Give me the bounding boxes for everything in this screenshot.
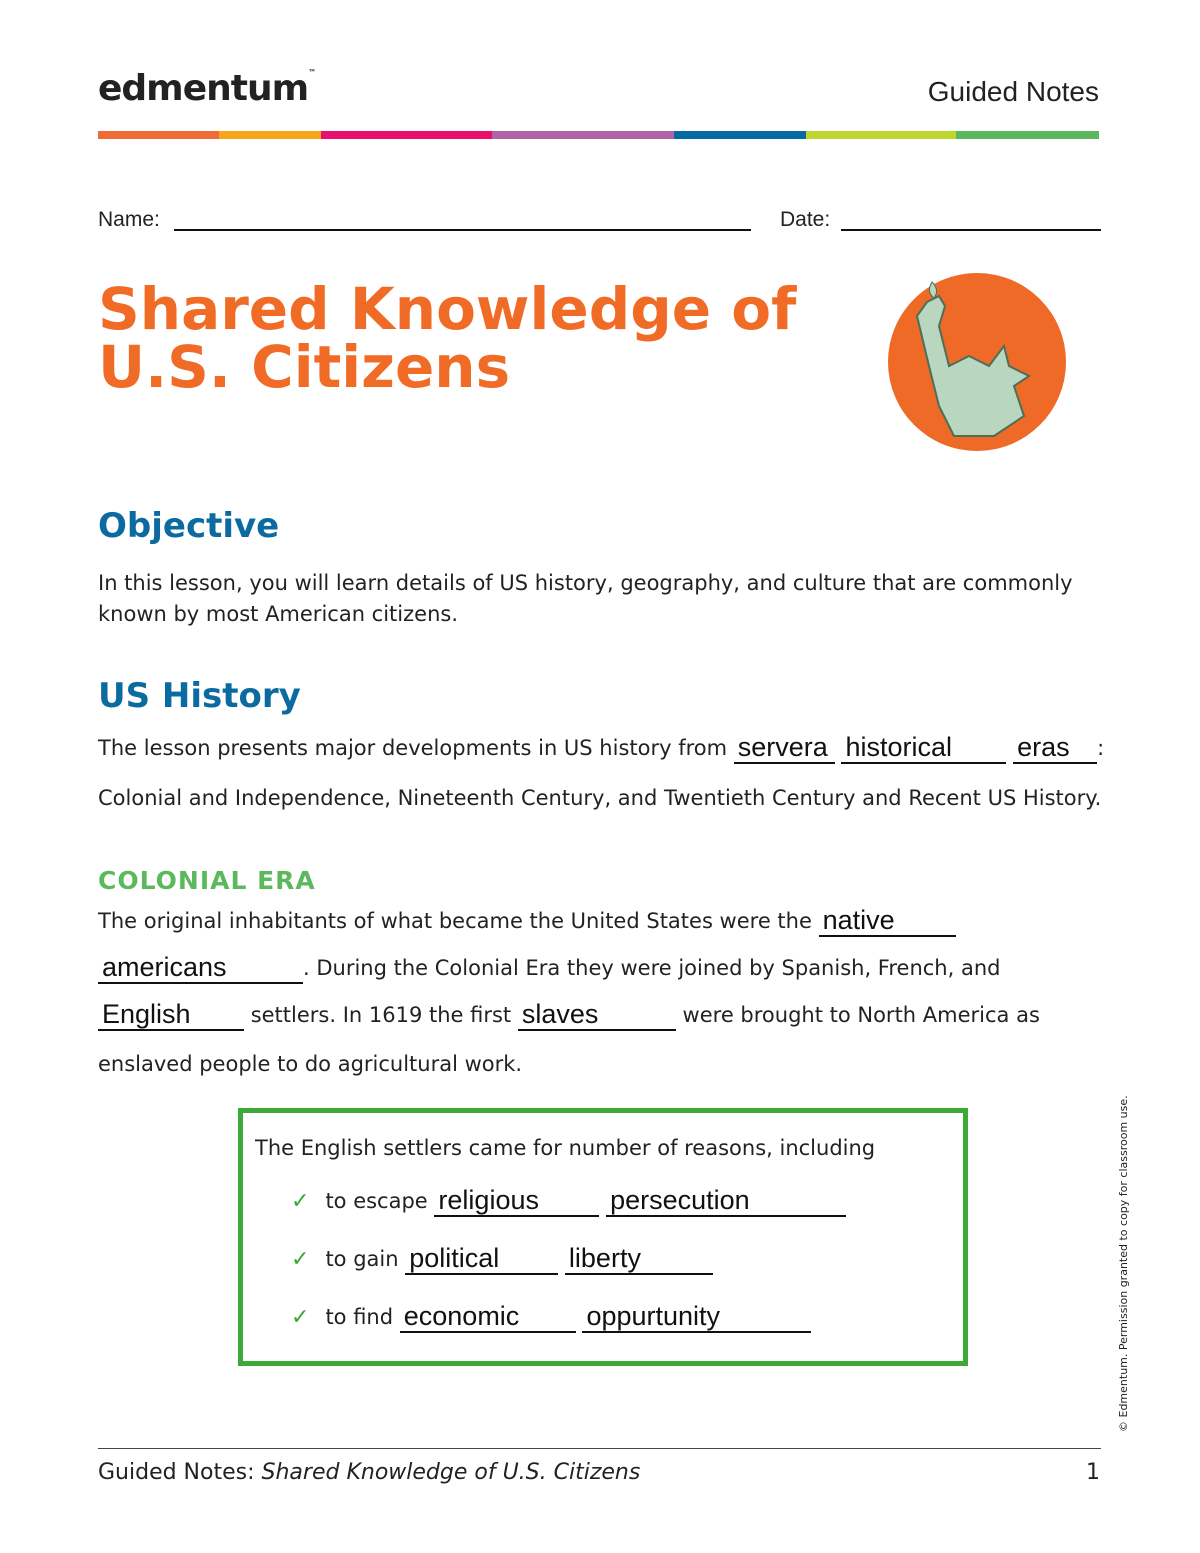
statue-of-liberty-icon — [887, 272, 1067, 452]
us-history-heading: US History — [98, 676, 301, 716]
answer-blank[interactable]: americans — [98, 952, 303, 984]
bar-segment — [321, 131, 492, 139]
colonial-era-heading: COLONIAL ERA — [98, 866, 316, 895]
name-label: Name: — [98, 208, 160, 231]
text: were brought to North America as — [682, 1003, 1040, 1027]
objective-text: In this lesson, you will learn details of US history, geography, and culture that are commonly known by most American citizens. — [98, 571, 1073, 626]
footer-divider — [98, 1448, 1101, 1449]
reasons-intro: The English settlers came for number of reasons, including — [255, 1136, 876, 1160]
objective-heading: Objective — [98, 506, 280, 546]
footer-prefix: Guided Notes: — [98, 1460, 262, 1485]
answer-blank[interactable]: oppurtunity — [582, 1301, 811, 1333]
answer-blank[interactable]: historical — [841, 732, 1006, 764]
logo-text: edmentum — [98, 68, 309, 109]
bar-segment — [674, 131, 806, 139]
bar-segment — [98, 131, 219, 139]
text: settlers. In 1619 the first — [250, 1003, 512, 1027]
date-label: Date: — [780, 208, 831, 231]
answer-blank[interactable]: liberty — [565, 1243, 713, 1275]
reasons-box — [238, 1108, 968, 1366]
answer-blank[interactable]: religious — [434, 1185, 599, 1217]
bar-segment — [956, 131, 1099, 139]
bar-segment — [806, 131, 956, 139]
doc-type: Guided Notes — [927, 76, 1099, 107]
answer-blank[interactable]: persecution — [606, 1185, 846, 1217]
text: . During the Colonial Era they were joined by Spanish, French, and — [303, 956, 1001, 980]
title-line: U.S. Citizens — [98, 333, 511, 401]
footer-title — [98, 1460, 640, 1485]
answer-blank[interactable]: economic — [400, 1301, 576, 1333]
footer-lesson-title: Shared Knowledge of U.S. Citizens — [261, 1460, 641, 1485]
page-number: 1 — [1086, 1460, 1100, 1485]
checkmark-icon: ✓ — [291, 1305, 310, 1330]
checkmark-icon: ✓ — [291, 1247, 310, 1272]
reason-item — [291, 1185, 846, 1217]
text: to find — [325, 1305, 394, 1329]
trademark: ™ — [308, 68, 316, 77]
color-bar — [98, 131, 1099, 139]
reason-item — [291, 1301, 811, 1333]
title-line: Shared Knowledge of — [98, 275, 797, 343]
answer-blank[interactable]: English — [98, 999, 244, 1031]
text: to gain — [325, 1247, 399, 1271]
date-field[interactable] — [841, 229, 1101, 231]
colonial-line-2 — [98, 952, 1000, 984]
text: : — [1097, 736, 1105, 760]
page-title — [98, 275, 797, 401]
bar-segment — [219, 131, 321, 139]
text: The lesson presents major developments in US history from — [98, 736, 728, 760]
checkmark-icon: ✓ — [291, 1189, 310, 1214]
answer-blank[interactable]: slaves — [518, 999, 676, 1031]
copyright-notice: © Edmentum. Permission granted to copy for classroom use. — [1117, 1095, 1130, 1432]
name-field[interactable] — [174, 229, 751, 231]
reason-item — [291, 1243, 713, 1275]
bar-segment — [492, 131, 674, 139]
answer-blank[interactable]: political — [405, 1243, 558, 1275]
text: The original inhabitants of what became the United States were the — [98, 909, 812, 933]
answer-blank[interactable]: servera — [734, 732, 835, 764]
answer-blank[interactable]: native — [819, 905, 956, 937]
colonial-line-3 — [98, 999, 1040, 1031]
answer-blank[interactable]: eras — [1013, 732, 1097, 764]
text: to escape — [325, 1189, 428, 1213]
edmentum-logo — [98, 68, 315, 109]
us-history-sentence — [98, 732, 1108, 764]
eras-text: Colonial and Independence, Nineteenth Century, and Twentieth Century and Recent US History. — [98, 786, 1102, 810]
colonial-line-4: enslaved people to do agricultural work. — [98, 1052, 523, 1076]
colonial-line-1 — [98, 905, 956, 937]
